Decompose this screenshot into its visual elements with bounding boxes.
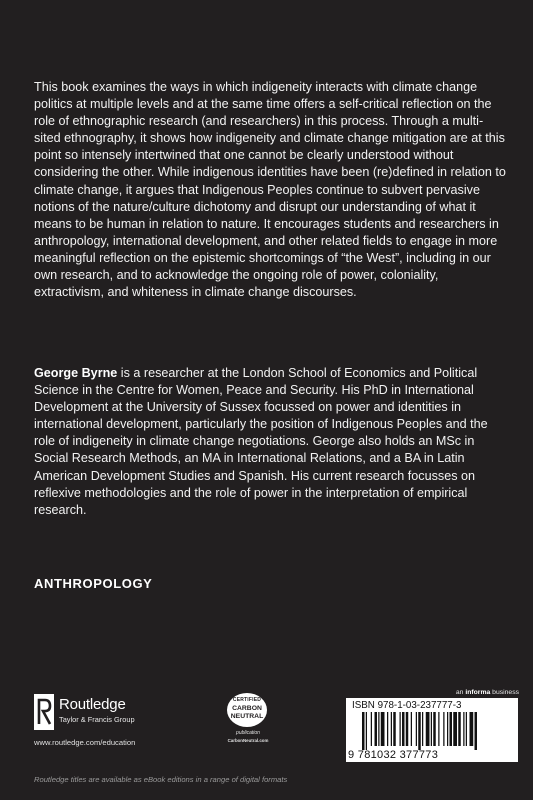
carbon-publication-label: publication: [236, 730, 260, 736]
publisher-name: Routledge: [59, 696, 126, 713]
informa-brand: informa: [465, 689, 491, 696]
carbon-neutral-url: CarbonNeutral.com: [227, 738, 269, 743]
author-name: George Byrne: [34, 366, 118, 380]
publisher-group: Taylor & Francis Group: [59, 715, 135, 724]
informa-prefix: an: [455, 689, 466, 696]
publisher-logo: [34, 694, 214, 754]
barcode-panel: [346, 698, 518, 762]
author-bio: [34, 365, 506, 519]
subject-category: ANTHROPOLOGY: [34, 576, 153, 591]
ebook-availability-note: Routledge titles are available as eBook editions in a range of digital formats: [34, 775, 288, 784]
informa-suffix: business: [490, 689, 519, 696]
publisher-url: www.routledge.com/education: [34, 738, 136, 747]
carbon-word-2: NEUTRAL: [230, 712, 264, 720]
carbon-neutral-wordmark: [224, 705, 270, 720]
isbn-label: ISBN 978-1-03-237777-3: [352, 700, 462, 711]
carbon-certified-label: CERTIFIED: [232, 697, 262, 703]
author-bio-text: is a researcher at the London School of Economics and Political Science in the Centre for Women, Peace and Security. His PhD in International Development at the University of Sussex focussed on power and identities in international development, particularly the position of Indigenous Peoples and the role of indigeneity in climate change negotiations. George also holds an MSc in Social Research Methods, an MA in International Relations, and a BA in Latin American Development Studies and Spanish. His current research focusses on reflexive methodologies and the role of power in the interpretation of empirical research.: [34, 366, 488, 517]
barcode-digits: 9 781032 377773: [348, 749, 439, 761]
carbon-neutral-logo: [220, 692, 276, 752]
routledge-r-icon: [34, 694, 54, 730]
carbon-word-1: CARBON: [232, 705, 262, 712]
book-description: This book examines the ways in which indigeneity interacts with climate change politics at multiple levels and at the same time offers a self-critical reflection on the role of ethnographic research (and researchers) in this process. Through a multi-sited ethnography, it shows how indigeneity and climate change mitigation are at this point so intensely intertwined that one cannot be clearly understood without considering the other. While indigenous identities have been (re)defined in relation to climate change, it argues that Indigenous Peoples continue to subvert pervasive notions of the nature/culture dichotomy and disrupt our understanding of what it means to be human in relation to nature. It encourages students and researchers in anthropology, international development, and other related fields to engage in more meaningful reflection on the epistemic shortcomings of “the West”, including in our own research, and to acknowledge the ongoing role of power, coloniality, extractivism, and whiteness in climate change discourses.: [34, 80, 506, 300]
barcode-icon: [362, 712, 512, 750]
informa-business-label: [456, 689, 519, 696]
